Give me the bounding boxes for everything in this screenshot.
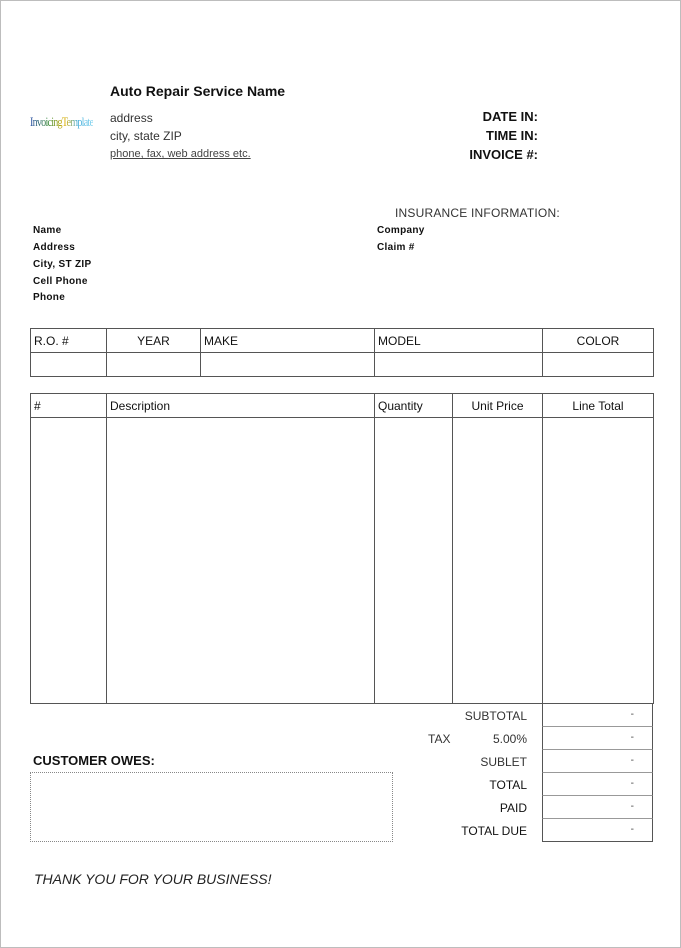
customer-city-label: City, ST ZIP bbox=[33, 259, 92, 270]
items-header-row bbox=[31, 394, 654, 418]
item-number-header: # bbox=[31, 394, 107, 418]
quantity-cell[interactable] bbox=[375, 418, 453, 704]
insurance-claim-label: Claim # bbox=[377, 242, 415, 253]
total-due-value: - bbox=[542, 819, 653, 842]
item-number-cell[interactable] bbox=[31, 418, 107, 704]
tax-rate: 5.00% bbox=[492, 732, 527, 746]
business-city-state-zip: city, state ZIP bbox=[110, 129, 182, 143]
line-total-header: Line Total bbox=[543, 394, 654, 418]
customer-cell-label: Cell Phone bbox=[33, 276, 88, 287]
customer-owes-box[interactable] bbox=[30, 772, 393, 842]
unit-price-cell[interactable] bbox=[453, 418, 543, 704]
company-logo: InvoicingTemplate bbox=[30, 114, 94, 129]
make-cell[interactable] bbox=[201, 353, 375, 377]
line-total-cell[interactable] bbox=[543, 418, 654, 704]
year-header: YEAR bbox=[107, 329, 201, 353]
items-body-row bbox=[31, 418, 654, 704]
line-items-table bbox=[30, 393, 654, 704]
business-address: address bbox=[110, 111, 153, 125]
date-in-label: DATE IN: bbox=[482, 109, 538, 124]
business-contact: phone, fax, web address etc. bbox=[110, 148, 251, 160]
model-cell[interactable] bbox=[375, 353, 543, 377]
customer-address-label: Address bbox=[33, 242, 76, 253]
vehicle-header-row bbox=[31, 329, 654, 353]
insurance-title: INSURANCE INFORMATION: bbox=[395, 206, 560, 220]
thank-you-message: THANK YOU FOR YOUR BUSINESS! bbox=[34, 871, 272, 887]
tax-label: TAX bbox=[428, 732, 451, 746]
vehicle-table bbox=[30, 328, 654, 377]
make-header: MAKE bbox=[201, 329, 375, 353]
color-header: COLOR bbox=[543, 329, 654, 353]
description-cell[interactable] bbox=[107, 418, 375, 704]
invoice-number-label: INVOICE #: bbox=[469, 147, 538, 162]
vehicle-data-row bbox=[31, 353, 654, 377]
paid-label: PAID bbox=[499, 801, 527, 815]
year-cell[interactable] bbox=[107, 353, 201, 377]
sublet-value: - bbox=[542, 750, 653, 773]
paid-value: - bbox=[542, 796, 653, 819]
unit-price-header: Unit Price bbox=[453, 394, 543, 418]
customer-name-label: Name bbox=[33, 225, 62, 236]
business-name: Auto Repair Service Name bbox=[110, 83, 286, 99]
description-header: Description bbox=[107, 394, 375, 418]
subtotal-label: SUBTOTAL bbox=[464, 709, 527, 723]
subtotal-value: - bbox=[542, 704, 653, 727]
ro-number-cell[interactable] bbox=[31, 353, 107, 377]
total-label: TOTAL bbox=[489, 778, 527, 792]
time-in-label: TIME IN: bbox=[486, 128, 538, 143]
customer-owes-title: CUSTOMER OWES: bbox=[33, 753, 155, 768]
quantity-header: Quantity bbox=[375, 394, 453, 418]
model-header: MODEL bbox=[375, 329, 543, 353]
insurance-company-label: Company bbox=[377, 225, 425, 236]
ro-number-header: R.O. # bbox=[31, 329, 107, 353]
customer-phone-label: Phone bbox=[33, 292, 66, 303]
total-due-label: TOTAL DUE bbox=[461, 824, 527, 838]
tax-value: - bbox=[542, 727, 653, 750]
total-value: - bbox=[542, 773, 653, 796]
sublet-label: SUBLET bbox=[480, 755, 527, 769]
color-cell[interactable] bbox=[543, 353, 654, 377]
